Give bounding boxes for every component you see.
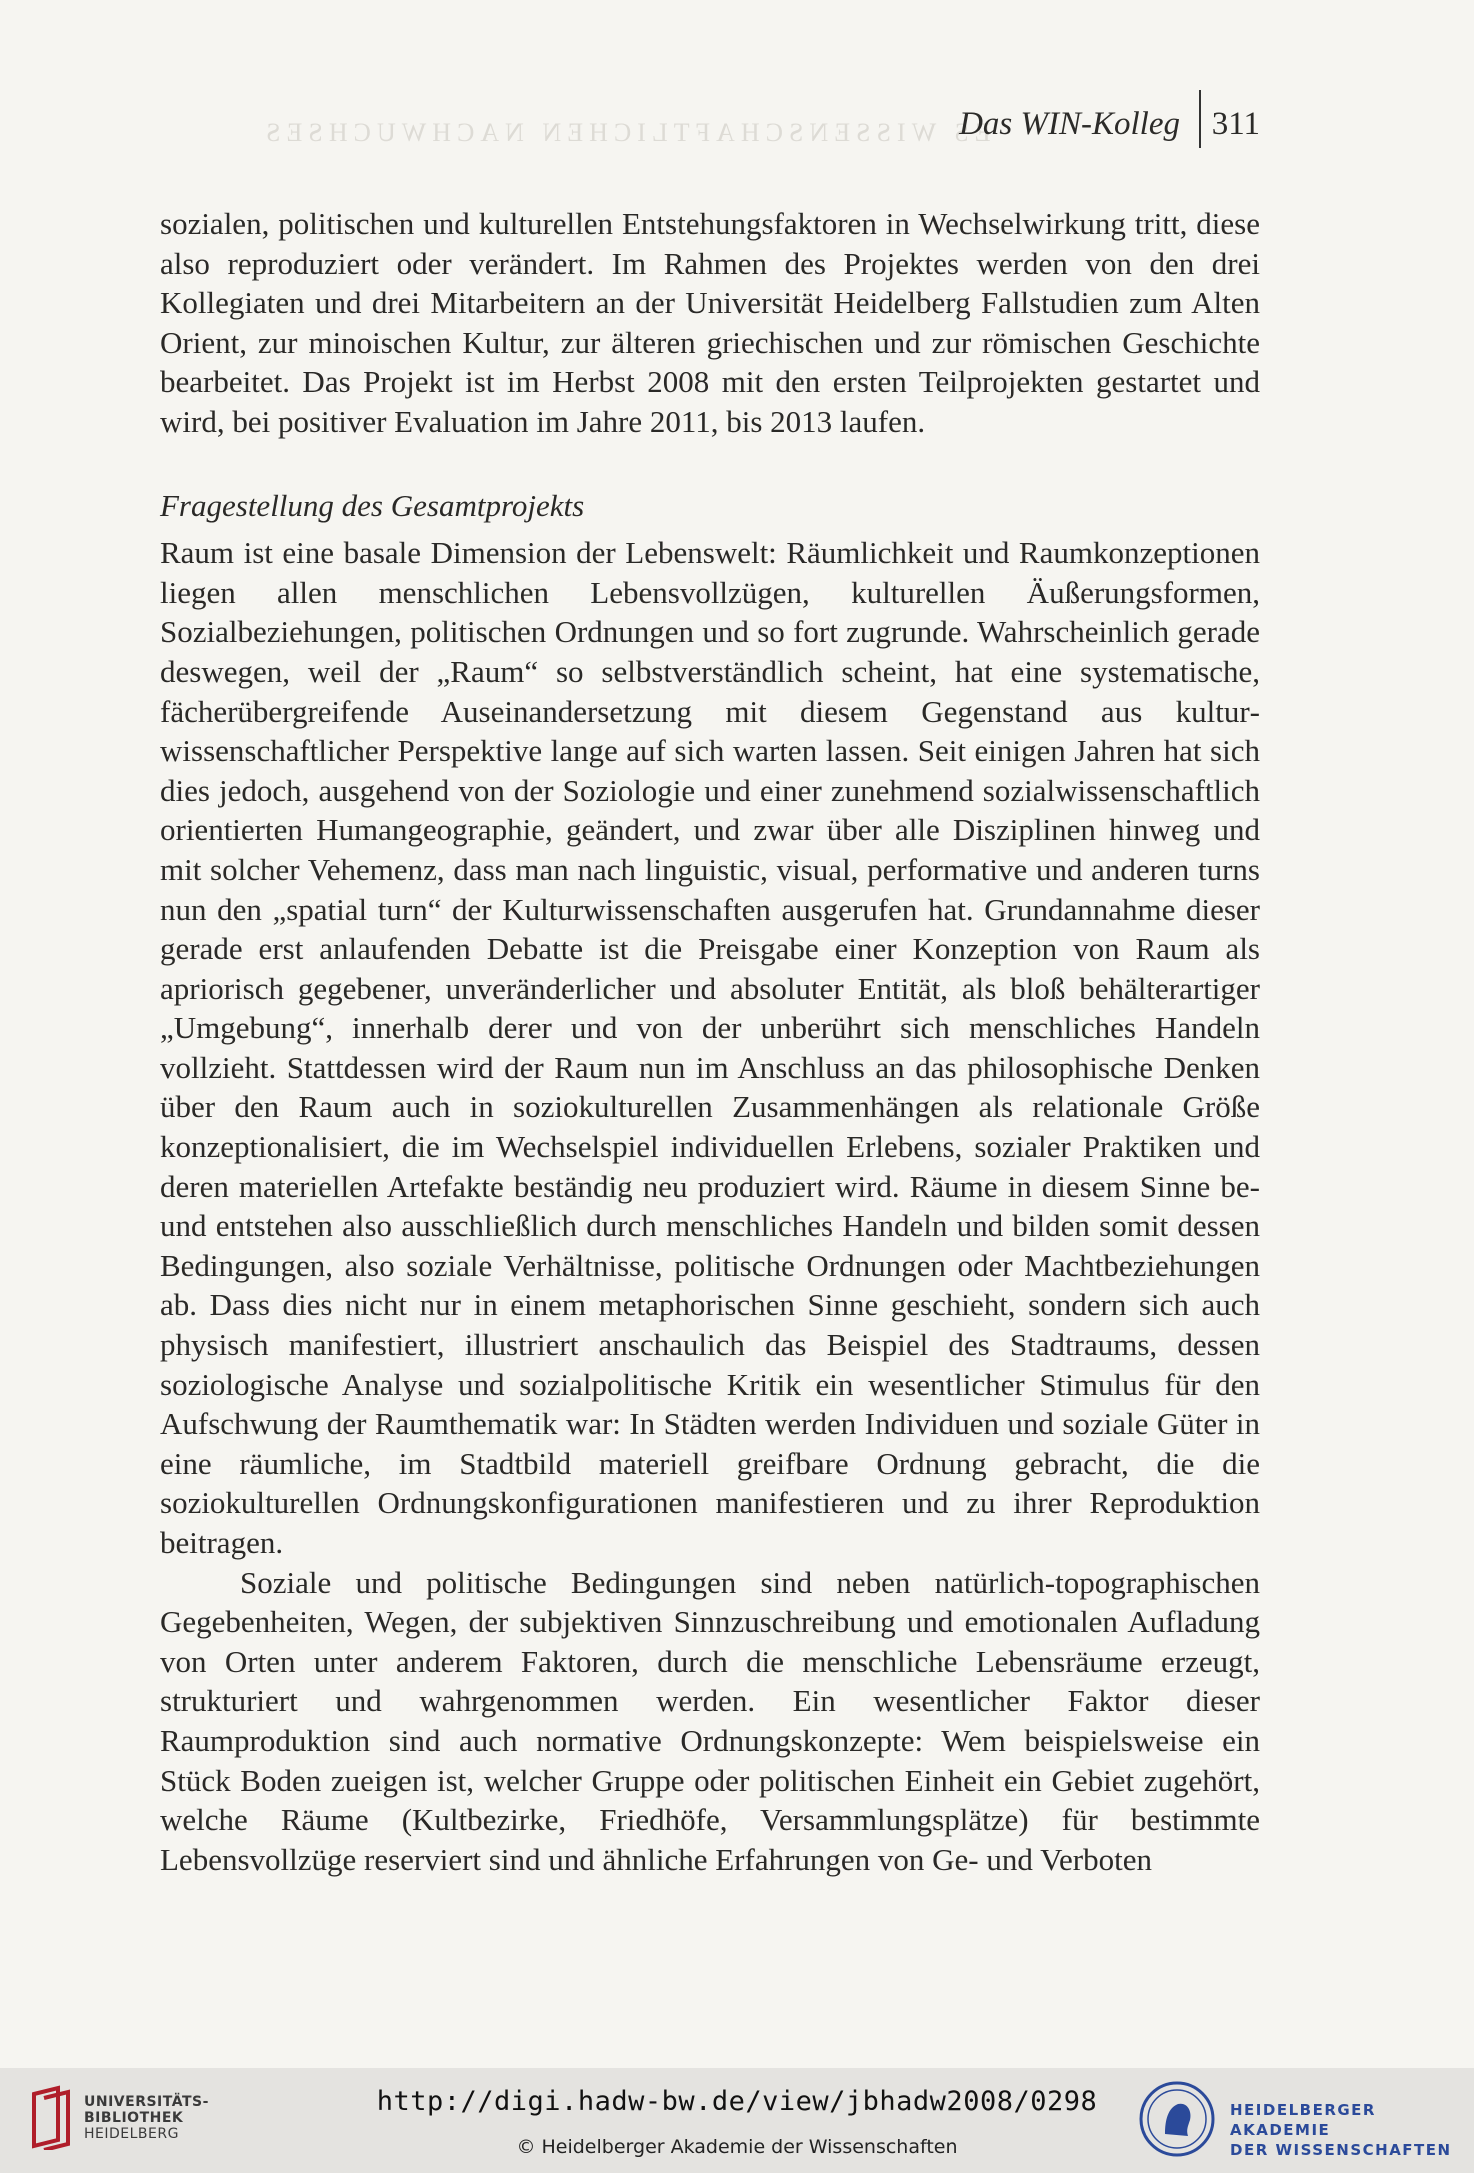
library-name-line: HEIDELBERG: [84, 2126, 179, 2142]
paragraph: Raum ist eine basale Dimension der Lebenswelt: Räumlichkeit und Raumkonzeptionen liegen allen menschlichen Lebensvollzügen, kulturellen Äußerungsformen, Sozialbeziehungen, politischen Ordnungen und so fort zugrunde. Wahrscheinlich gerade deswegen, weil der „Raum“ so selbstverständlich scheint, hat eine systematische, fächerübergreifende Auseinandersetzung mit diesem Gegenstand aus kulturwissenschaftlicher Perspektive lange auf sich warten lassen. Seit einigen Jahren hat sich dies jedoch, ausgehend von der Soziologie und einer zunehmend sozialwissenschaftlich orientierten Humangeographie, geändert, und zwar über alle Disziplinen hinweg und mit solcher Vehemenz, dass man nach linguistic, visual, performative und anderen turns nun den „spatial turn“ der Kulturwissenschaften ausgerufen hat. Grundannahme dieser gerade erst anlaufenden Debatte ist die Preisgabe einer Konzeption von Raum als apriorisch gegebener, unveränderlicher und absoluter Entität, als bloß behälterartiger „Umgebung“, innerhalb derer und von der unberührt sich menschliches Handeln vollzieht. Stattdessen wird der Raum nun im Anschluss an das philosophische Denken über den Raum auch in soziokulturellen Zusammenhängen als relationale Größe konzeptionalisiert, die im Wechselspiel individuellen Erlebens, sozialer Praktiken und deren materiellen Artefakte beständig neu produziert wird. Räume in diesem Sinne be- und entstehen also ausschließlich durch menschliches Handeln und bilden somit dessen Bedingungen, also soziale Verhältnisse, politische Ordnungen oder Machtbeziehungen ab. Dass dies nicht nur in einem metaphorischen Sinne geschieht, sondern sich auch physisch manifestiert, illustriert anschaulich das Beispiel des Stadtraums, dessen soziologische Analyse und sozialpolitische Kritik ein wesentlicher Stimulus für den Aufschwung der Raumthematik war: In Städten werden Individuen und soziale Güter in eine räumliche, im Stadtbild materiell greifbare Ordnung gebracht, die die soziokulturellen Ordnungskonfigurationen manifestieren und zu ihrer Reproduktion beitragen.: [160, 535, 1260, 1560]
section-heading: Fragestellung des Gesamtprojekts: [160, 487, 585, 523]
running-title: Das WIN-Kolleg: [959, 106, 1180, 142]
page-number: 311: [1211, 106, 1260, 142]
library-name-line: BIBLIOTHEK: [84, 2110, 184, 2126]
library-name-line: UNIVERSITÄTS-: [84, 2094, 209, 2110]
academy-name-line: HEIDELBERGER AKADEMIE: [1230, 2101, 1376, 2139]
body-text: [160, 204, 1260, 1879]
academy-name-line: DER WISSENSCHAFTEN: [1230, 2141, 1452, 2159]
bleed-through-text: ES WISSENSCHAFTLICHEN NACHWUCHSES: [260, 118, 991, 147]
paragraph: Soziale und politische Bedingungen sind neben natürlich-topographischen Gegebenheiten, Wegen, der subjektiven Sinnzuschreibung und emotionalen Aufladung von Orten unter anderem Faktoren, durch die menschliche Lebensräume erzeugt, strukturiert und wahrgenommen werden. Ein wesentlicher Faktor dieser Raumproduktion sind auch normative Ordnungskonzepte: Wem beispielsweise ein Stück Boden zueigen ist, welcher Gruppe oder politischen Einheit ein Gebiet zugehört, welche Räume (Kultbezirke, Friedhöfe, Versammlungsplätze) für bestimmte Lebensvollzüge reserviert sind und ähnliche Erfahrungen von Ge- und Verboten: [160, 1564, 1260, 1877]
copyright-notice: © Heidelberger Akademie der Wissenschaften: [516, 2136, 958, 2158]
paragraph: sozialen, politischen und kulturellen Entstehungsfaktoren in Wechselwirkung tritt, diese also reproduziert oder verändert. Im Rahmen des Projektes werden von den drei Kollegiaten und drei Mitarbeitern an der Universität Heidelberg Fallstudien zum Alten Orient, zur minoischen Kultur, zur älteren griechischen und zur römischen Geschichte bearbeitet. Das Projekt ist im Herbst 2008 mit den ersten Teilprojekten gestartet und wird, bei positiver Evaluation im Jahre 2011, bis 2013 laufen.: [160, 206, 1260, 439]
header-divider: [1199, 90, 1201, 148]
academy-name[interactable]: [1230, 2100, 1474, 2160]
academy-seal-icon[interactable]: [1138, 2080, 1216, 2158]
digitization-footer: [0, 2068, 1474, 2173]
page-header: [160, 98, 1260, 158]
source-url-link[interactable]: http://digi.hadw-bw.de/view/jbhadw2008/0298: [376, 2086, 1098, 2117]
